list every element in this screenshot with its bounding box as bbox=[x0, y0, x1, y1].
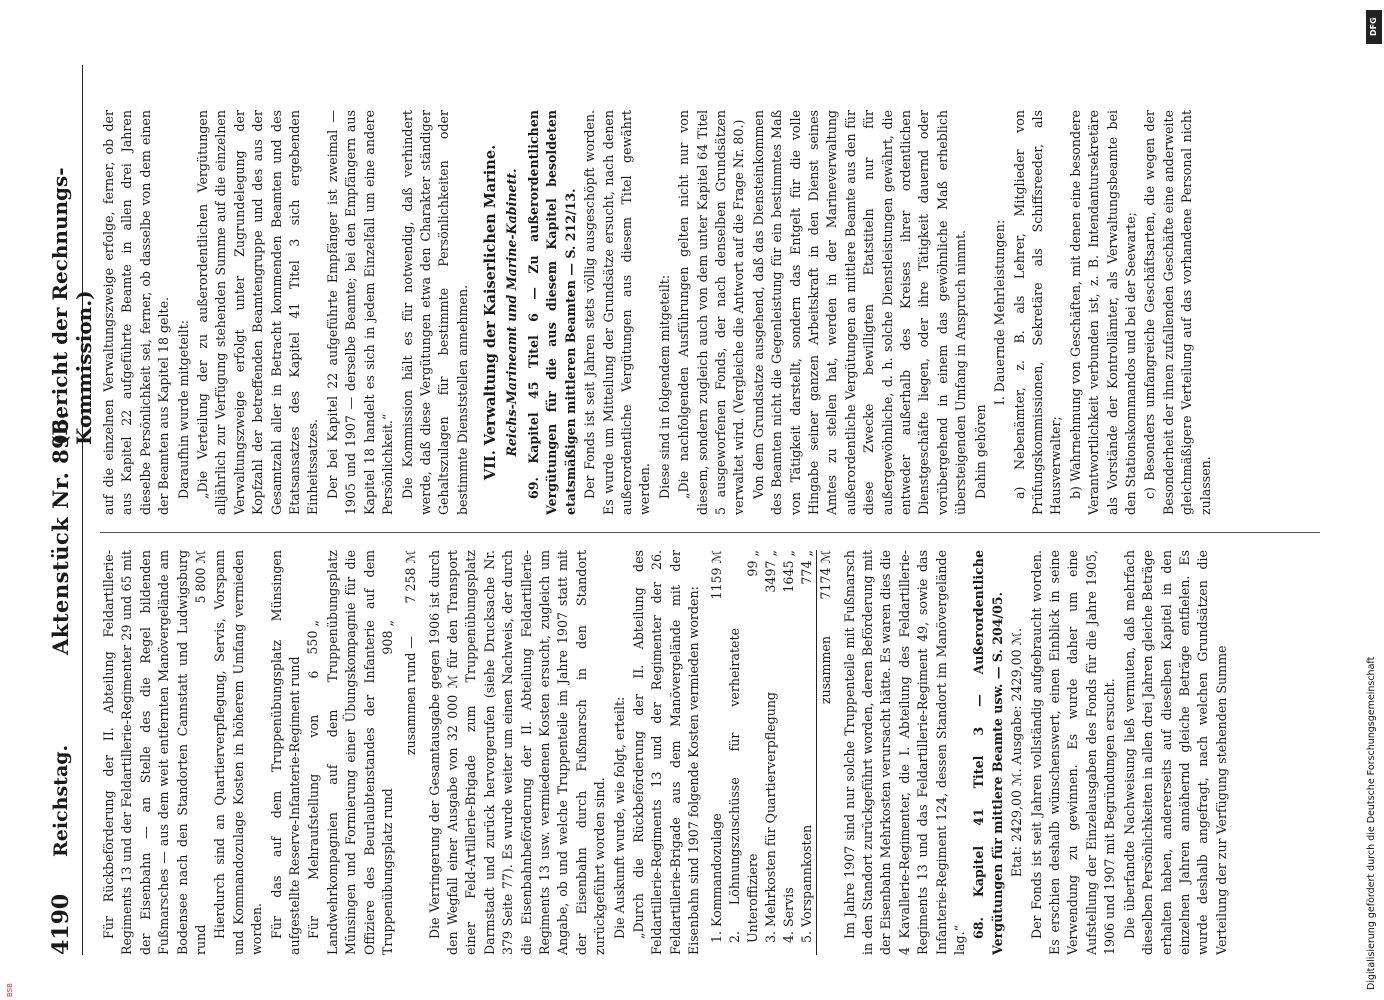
dfg-logo: DFG bbox=[1366, 10, 1382, 44]
paragraph: Der Fonds ist seit Jahren vollständig aufgebraucht worden. Es erschien deshalb wünschenswert, einen Einblick in seine Verwendung zu gewinnen. Es wurde daher um eine Aufstellung der Einzelausgaben des Fonds für die Jahre 1905, 1906 und 1907 mit Begründungen ersucht. bbox=[1028, 550, 1118, 955]
list-item: a) Nebenämter, z. B. als Lehrer, Mitglieder von Prüfungskommissionen, Sekretäre als Schiffsreeder, als Hausverwalter; bbox=[1011, 110, 1064, 515]
paragraph: Von dem Grundsatze ausgehend, daß das Diensteinkommen des Beamten nicht die Gegenleistung für ein bestimmtes Maß von Tätigkeit darstellt, sondern das Entgelt für die volle Hingabe seiner ganzen Arbeitskraft in den Dienst seines Amtes zu stellen hat, werden in der Marineverwaltung außerordentliche Vergütungen an mittlere Beamte aus den für diese Zwecke bewilligten Etatstiteln nur für außergewöhnliche, d. h. solche Dienstleistungen gewährt, die entweder außerhalb des Kreises ihrer ordentlichen Dienstgeschäfte liegen, oder ihre Tätigkeit dauernd oder vorübergehend in einem das gewöhnliche Maß erheblich übersteigenden Umfang in Anspruch nimmt. bbox=[750, 110, 969, 515]
header-left-title: Reichstag. bbox=[50, 744, 72, 857]
subsection-title: Reichs-Marineamt und Marine-Kabinett. bbox=[503, 168, 519, 457]
paragraph: Diese sind in folgendem mitgeteilt: bbox=[656, 274, 672, 499]
paragraph: Der Fonds ist seit Jahren stets völlig ausgeschöpft worden. Es wurde um Mitteilung der Grundsätze ersucht, nach denen außerordentliche Vergütungen aus diesem Titel gewährt werden. bbox=[582, 110, 653, 515]
paragraph: Dahin gehören bbox=[972, 404, 988, 499]
cost-table bbox=[708, 550, 835, 955]
page-header bbox=[42, 65, 96, 955]
document-page bbox=[42, 65, 1332, 955]
cost-row: 5. Vorspannkosten 774 „ bbox=[798, 550, 814, 943]
paragraph: Für das auf dem Truppenübungsplatz Münsingen aufgestellte Reserve-Infanterie-Regiment rund 550 „ bbox=[268, 550, 305, 955]
paragraph: „Die nachfolgenden Ausführungen gelten nicht nur von diesem, sondern zugleich auch von dem unter Kapitel 64 Titel 5 ausgeworfenen Fonds, der nach denselben Grundsätzen verwaltet wird. (Vergleiche die Antwort auf die Frage Nr. 80.) bbox=[676, 110, 747, 515]
list-item: c) Besonders umfangreiche Geschäftsarten, die wegen der Besonderheit der ihnen zufallenden Geschäfte eine anderweite gleichmäßigere Verteilung auf das vorhandene Personal nicht zulassen. bbox=[1142, 110, 1213, 515]
digitization-credit bbox=[1362, 10, 1382, 990]
paragraph: Daraufhin wurde mitgeteilt: bbox=[175, 319, 191, 499]
cost-row: 1. Kommandozulage 1159 ℳ bbox=[708, 550, 724, 943]
total-label: zusammen rund — bbox=[402, 636, 418, 756]
column-divider bbox=[100, 532, 1320, 533]
cost-row: 3. Mehrkosten für Quartierverpflegung 3497 „ bbox=[762, 550, 778, 943]
paragraph: Für Rückbeförderung der II. Abteilung Feldartillerie-Regiments 13 und der Feldartillerie-Regimenter 29 und 65 mit der Eisenbahn — an Stelle des die Regel bildenden Fußmarsches — aus dem weit entfernten Manövergelände am Bodensee nach den Standorten Cannstatt und Ludwigsburg rund 5 800 ℳ bbox=[100, 550, 210, 955]
amount: 550 „ bbox=[305, 620, 321, 655]
paragraph: Die überfandte Nachweisung ließ vermuten, daß mehrfach dieselben Persönlichkeiten in allen drei Jahren gleiche Beträge erhalten haben, andererseits auf dieselben Kapitel in den einzelnen Jahren annähernd gleiche Beträge entfielen. Es wurde deshalb angefragt, nach welchen Grundsätzen die Verteilung der zur Verfügung stehenden Summe bbox=[1121, 550, 1229, 955]
list-heading: I. Dauernde Mehrleistungen: bbox=[992, 219, 1008, 406]
cost-row: 2. Löhnungszuschüsse für verheiratete Unteroffiziere 99 „ bbox=[726, 550, 760, 943]
header-right-title: (Bericht der Rechnungs-Kommission.) bbox=[48, 167, 96, 445]
paragraph: Die Auskunft wurde, wie folgt, erteilt: bbox=[611, 696, 627, 939]
item-heading: 69. Kapitel 45 Titel 6 — Zu außerordentlichen Vergütungen für die aus diesem Kapitel besoldeten etatsmäßigen mittleren Beamten — S. 212/13. bbox=[525, 110, 578, 515]
amount: 908 „ bbox=[380, 620, 396, 655]
total-row bbox=[402, 550, 420, 955]
cost-row: 4. Servis 1645 „ bbox=[780, 550, 796, 943]
paragraph: Hierdurch sind an Quartierverpflegung, Servis, Vorspann und Kommandozulage Kosten in höherem Umfang vermieden worden. bbox=[212, 550, 265, 955]
paragraph: auf die einzelnen Verwaltungszweige erfolge, ferner, ob der aus Kapitel 22 aufgeführte Beamte in allen drei Jahren dieselbe Persönlichkeit sei, ferner, ob dasselbe von dem einen der Beamten aus Kapitel 18 gelte. bbox=[101, 110, 172, 515]
etat-line: Etat: 2429,00 ℳ. Ausgabe: 2429,00 ℳ. bbox=[1009, 627, 1025, 878]
item-heading: 68. Kapitel 41 Titel 3 — Außerordentliche Vergütungen für mittlere Beamte usw. — S. 204/05. bbox=[971, 550, 1005, 955]
page-number: 4190 bbox=[48, 893, 74, 955]
paragraph: „Durch die Rückbeförderung der II. Abteilung des Feldartillerie-Regiments 13 und der Regimenter der 26. Feldartillerie-Brigade aus dem Manövergelände mit der Eisenbahn sind 1907 folgende Kosten vermieden worden: bbox=[630, 550, 702, 955]
right-column bbox=[100, 110, 1325, 515]
library-mark: BSB bbox=[6, 983, 14, 997]
paragraph: „Die Verteilung der zu außerordentlichen Vergütungen alljährlich zur Verfügung stehenden Summe auf die einzelnen Verwaltungszweige erfolgt unter Zugrundelegung der Kopfzahl der betreffenden Beamtengruppe und des aus der Gesamtzahl aller in Betracht kommenden Beamten und des Etatsansatzes des Kapitel 41 Titel 3 sich ergebenden Einheitssatzes. bbox=[195, 110, 321, 515]
list-item: b) Wahrnehmung von Geschäften, mit denen eine besondere Verantwortlichkeit verbunden ist, z. B. Intendantursekretäre als Vorstände der Kontrollämter, als Verwaltungsbeamte bei den Stationskommandos und bei der Seewarte; bbox=[1067, 110, 1138, 515]
paragraph: Der bei Kapitel 22 aufgeführte Empfänger ist zweimal — 1905 und 1907 — derselbe Beamte; bei den Empfängern aus Kapitel 18 handelt es sich in jedem Einzelfall um eine andere Persönlichkeit.“ bbox=[324, 110, 396, 515]
paragraph: Für Mehraufstellung von 6 Landwehrkompagnien auf dem Truppenübungsplatz Münsingen und Formierung einer Übungskompagnie für die Offiziere des Beurlaubtenstandes der Infanterie auf dem Truppenübungsplatz rund 908 „ bbox=[305, 550, 397, 955]
paragraph: Im Jahre 1907 sind nur solche Truppenteile mit Fußmarsch in den Standort zurückgeführt worden, deren Beförderung mit der Eisenbahn Mehrkosten verursacht hätte. Es waren dies die 4 Kavallerie-Regimenter, die I. Abteilung des Feldartillerie-Regiments 13 und das Feldartillerie-Regiment 49, sowie das Infanterie-Regiment 124, dessen Standort im Manövergelände lag.“ bbox=[841, 550, 968, 955]
left-column bbox=[100, 550, 1325, 955]
paragraph: Die Verringerung der Gesamtausgabe gegen 1906 ist durch den Wegfall einer Ausgabe von 32 000 ℳ für den Transport einer Feld-Artillerie-Brigade zum Truppenübungsplatz Darmstadt und zurück hervorgerufen (siehe Drucksache Nr. 379 Seite 77). Es wurde weiter um einen Nachweis, der durch die Eisenbahnbeförderung der II. Abteilung Feldartillerie-Regiments 13 usw. vermiedenen Kosten ersucht, zugleich um Angabe, ob und welche Truppenteile im Jahre 1907 statt mit der Eisenbahn durch Fußmarsch in den Standort zurückgeführt worden sind. bbox=[426, 550, 608, 955]
cost-total-row: zusammen 7174 ℳ bbox=[816, 550, 835, 955]
total-amount: 7 258 ℳ bbox=[402, 550, 418, 604]
paragraph: Die Kommission hält es für notwendig, daß verhindert werde, daß diese Vergütungen etwa den Charakter ständiger Gehaltszulagen für bestimmte Persönlichkeiten oder bestimmte Dienststellen annehmen. bbox=[399, 110, 470, 515]
section-title: VII. Verwaltung der Kaiserlichen Marine. bbox=[482, 144, 500, 481]
digitization-credit-text: Digitalisierung gefördert durch die Deutsche Forschungsgemeinschaft bbox=[1366, 656, 1377, 990]
header-center-title: Aktenstück Nr. 896. bbox=[48, 410, 73, 655]
amount: 5 800 ℳ bbox=[193, 550, 209, 604]
